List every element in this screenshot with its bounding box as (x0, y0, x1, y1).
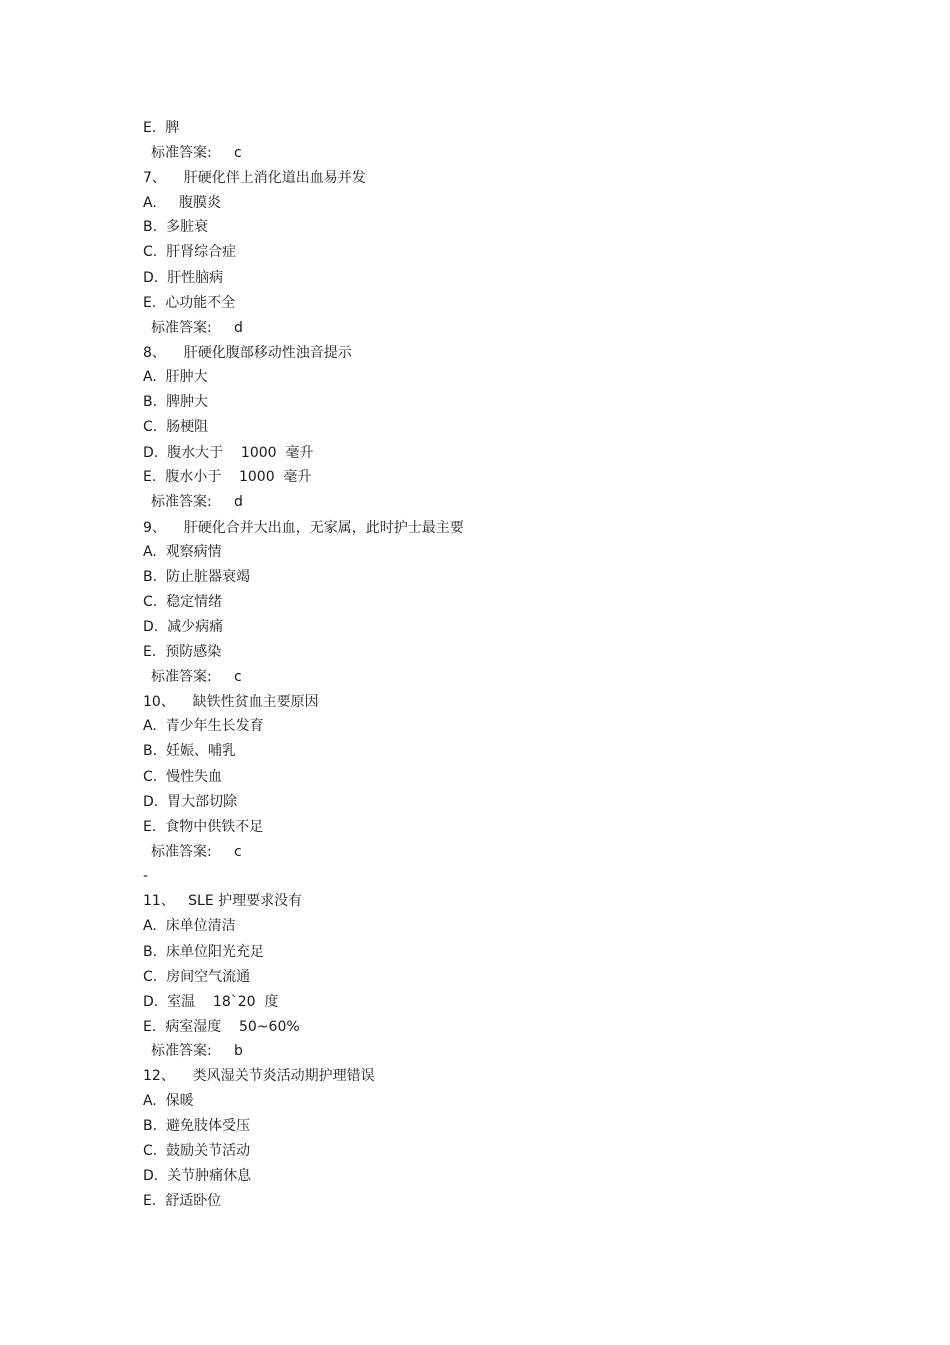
answer-line: 标准答案: d (151, 494, 243, 510)
option-line: A. 腹膜炎 (143, 195, 222, 211)
question-line: 8、 肝硬化腹部移动性浊音提示 (143, 345, 352, 361)
option-line: E. 预防感染 (143, 644, 222, 660)
option-line: A. 青少年生长发育 (143, 718, 264, 734)
option-line: B. 防止脏器衰竭 (143, 569, 250, 585)
answer-line: 标准答案: d (151, 320, 243, 336)
option-line: B. 避免肢体受压 (143, 1118, 250, 1134)
answer-line: 标准答案: b (151, 1043, 243, 1059)
option-line: E. 心功能不全 (143, 295, 236, 311)
separator-line: - (143, 868, 149, 884)
question-line: 12、 类风湿关节炎活动期护理错误 (143, 1068, 375, 1084)
option-line: D. 室温 18`20 度 (143, 994, 279, 1010)
option-line: C. 鼓励关节活动 (143, 1143, 251, 1159)
answer-line: 标准答案: c (151, 844, 242, 860)
option-line: C. 稳定情绪 (143, 594, 223, 610)
question-line: 10、 缺铁性贫血主要原因 (143, 694, 319, 710)
option-line: E. 脾 (143, 120, 180, 136)
option-line: D. 减少病痛 (143, 619, 224, 635)
answer-line: 标准答案: c (151, 669, 242, 685)
option-line: A. 床单位清洁 (143, 918, 236, 934)
option-line: C. 房间空气流通 (143, 969, 251, 985)
option-line: B. 多脏衰 (143, 219, 208, 235)
option-line: E. 舒适卧位 (143, 1193, 222, 1209)
option-line: D. 肝性脑病 (143, 270, 224, 286)
option-line: B. 床单位阳光充足 (143, 944, 264, 960)
option-line: A. 肝肿大 (143, 369, 208, 385)
option-line: E. 病室湿度 50~60% (143, 1019, 300, 1035)
option-line: B. 妊娠、哺乳 (143, 743, 236, 759)
answer-line: 标准答案: c (151, 145, 242, 161)
question-line: 7、 肝硬化伴上消化道出血易并发 (143, 170, 366, 186)
option-line: E. 腹水小于 1000 毫升 (143, 469, 312, 485)
option-line: C. 慢性失血 (143, 769, 223, 785)
option-line: C. 肠梗阻 (143, 419, 209, 435)
question-line: 9、 肝硬化合并大出血，无家属，此时护士最主要 (143, 520, 464, 536)
option-line: A. 观察病情 (143, 544, 222, 560)
option-line: A. 保暖 (143, 1093, 194, 1109)
option-line: D. 胃大部切除 (143, 794, 238, 810)
option-line: E. 食物中供铁不足 (143, 819, 264, 835)
option-line: B. 脾肿大 (143, 394, 208, 410)
question-line: 11、 SLE 护理要求没有 (143, 893, 303, 909)
option-line: D. 腹水大于 1000 毫升 (143, 445, 314, 461)
option-line: D. 关节肿痛休息 (143, 1168, 252, 1184)
option-line: C. 肝肾综合症 (143, 244, 237, 260)
